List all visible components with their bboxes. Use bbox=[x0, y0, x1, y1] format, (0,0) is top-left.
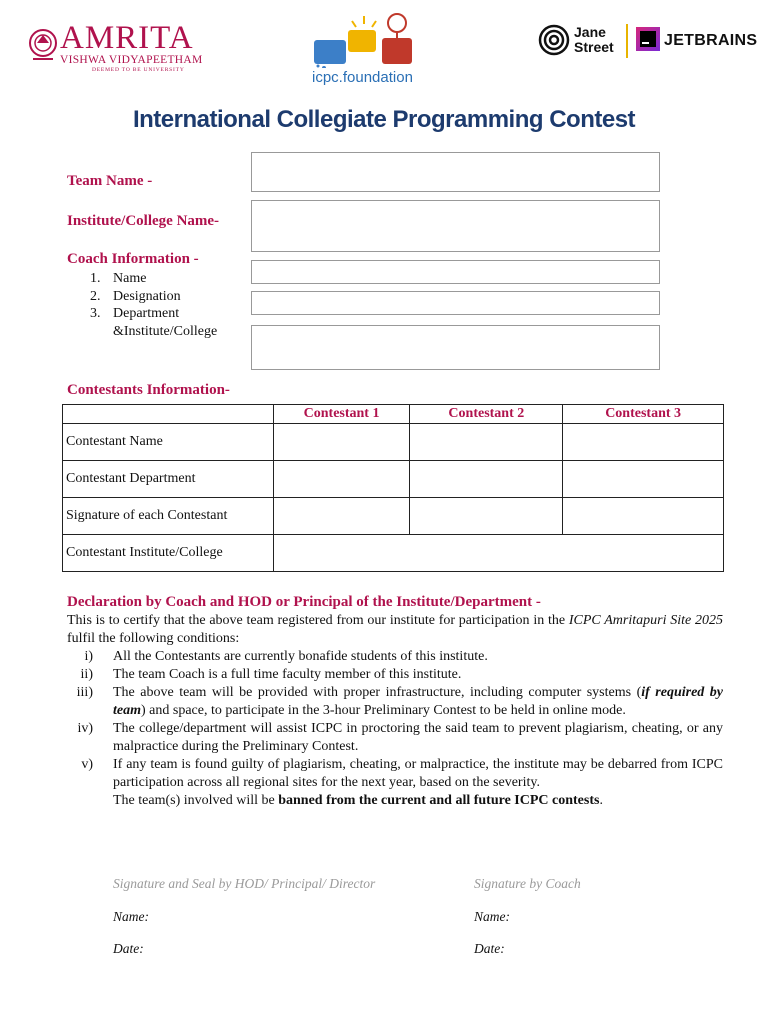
list-item: 1. Name bbox=[90, 271, 147, 286]
coach-name-field[interactable] bbox=[251, 260, 660, 284]
condition-3: iii) The above team will be provided with proper infrastructure, including computer systems (if required by team) and space, to participate in the 3-hour Preliminary Contest to be held in online mode. bbox=[76, 685, 723, 718]
table-header-cell: Contestant 3 bbox=[563, 405, 724, 424]
list-item: 2. Designation bbox=[90, 288, 181, 304]
table-cell[interactable] bbox=[410, 498, 563, 535]
institute-name-label: Institute/College Name- bbox=[67, 213, 220, 229]
jane-street-name: Jane Street bbox=[574, 24, 614, 55]
table-row bbox=[63, 424, 724, 461]
row-label: Signature of each Contestant bbox=[63, 498, 274, 535]
coach-date-label: Date: bbox=[474, 941, 505, 956]
team-name-label: Team Name - bbox=[67, 173, 153, 189]
hod-signature-label: Signature and Seal by HOD/ Principal/ Director bbox=[113, 876, 376, 891]
condition-5: v) If any team is found guilty of plagiarism, cheating, or malpractice, the institute may be debarred from ICPC participation across all regional sites for the next year, based on the severity. The team(s) involved will be banned from the current and all future ICPC contests. bbox=[81, 757, 723, 808]
sponsor-divider bbox=[626, 24, 628, 58]
row-label: Contestant Name bbox=[63, 424, 274, 461]
amrita-deemed: DEEMED TO BE UNIVERSITY bbox=[92, 67, 185, 73]
coach-signature-label: Signature by Coach bbox=[474, 876, 581, 891]
table-cell[interactable] bbox=[410, 424, 563, 461]
contestants-table bbox=[62, 404, 724, 572]
table-row bbox=[63, 461, 724, 498]
list-item: 3. Department bbox=[90, 306, 180, 321]
coach-designation-field[interactable] bbox=[251, 291, 660, 315]
jetbrains-name: JETBRAINS bbox=[664, 32, 758, 49]
contestants-heading: Contestants Information- bbox=[67, 382, 230, 398]
page-title: International Collegiate Programming Contest bbox=[132, 106, 636, 133]
declaration-intro: This is to certify that the above team registered from our institute for participation in the ICPC Amritapuri Site 2025 fulfil the following conditions: bbox=[67, 613, 723, 646]
coach-list bbox=[90, 270, 217, 340]
team-name-field[interactable] bbox=[251, 152, 660, 192]
table-row bbox=[63, 498, 724, 535]
table-cell[interactable] bbox=[273, 498, 410, 535]
jane-street-logo-icon bbox=[538, 24, 570, 56]
hod-date-label: Date: bbox=[113, 941, 144, 956]
table-cell[interactable] bbox=[563, 424, 724, 461]
amrita-emblem-icon bbox=[28, 28, 58, 64]
row-label: Contestant Department bbox=[63, 461, 274, 498]
table-header-cell bbox=[63, 405, 274, 424]
table-cell[interactable] bbox=[563, 461, 724, 498]
hod-name-label: Name: bbox=[113, 909, 149, 924]
icpc-foundation-label: icpc.foundation bbox=[312, 69, 413, 86]
table-header-cell: Contestant 1 bbox=[273, 405, 410, 424]
coach-department-field[interactable] bbox=[251, 325, 660, 370]
amrita-name: AMRITA bbox=[60, 20, 194, 56]
institute-name-field[interactable] bbox=[251, 200, 660, 252]
amrita-subtitle: VISHWA VIDYAPEETHAM bbox=[60, 54, 203, 66]
condition-4: iv) The college/department will assist ICPC in proctoring the said team to prevent plagiarism, cheating, or any malpractice during the Preliminary Contest. bbox=[77, 721, 723, 754]
table-cell[interactable] bbox=[410, 461, 563, 498]
condition-2: ii) The team Coach is a full time faculty member of this institute. bbox=[80, 667, 462, 682]
coach-name-label: Name: bbox=[474, 909, 510, 924]
icpc-logo-icon bbox=[312, 12, 418, 68]
table-cell[interactable] bbox=[273, 424, 410, 461]
table-header-cell: Contestant 2 bbox=[410, 405, 563, 424]
declaration-heading: Declaration by Coach and HOD or Principal of the Institute/Department - bbox=[67, 594, 541, 610]
table-row bbox=[63, 535, 724, 572]
coach-heading: Coach Information - bbox=[67, 251, 199, 267]
table-cell[interactable] bbox=[273, 461, 410, 498]
row-label: Contestant Institute/College bbox=[63, 535, 274, 572]
condition-1: i) All the Contestants are currently bonafide students of this institute. bbox=[84, 649, 488, 664]
jetbrains-logo-icon bbox=[636, 27, 660, 51]
table-header-row bbox=[63, 405, 724, 424]
table-cell[interactable] bbox=[563, 498, 724, 535]
list-item: &Institute/College bbox=[113, 323, 218, 339]
table-cell[interactable] bbox=[273, 535, 723, 572]
